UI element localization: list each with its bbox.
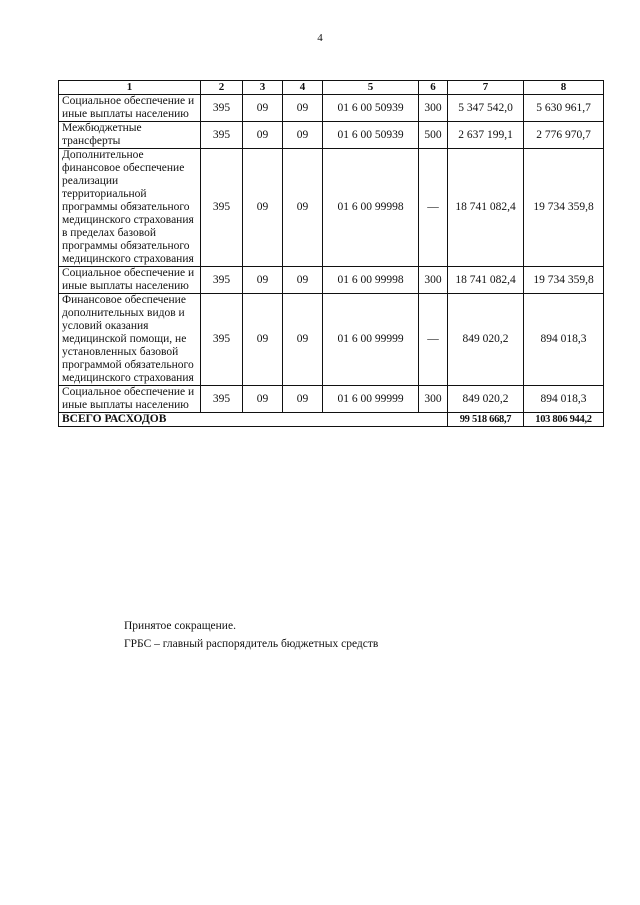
header-col-3: 3 (243, 81, 283, 95)
table-row (59, 386, 604, 413)
header-row (59, 81, 604, 95)
row-name-cell: Финансовое обеспечение дополнительных видов и условий оказания медицинской помощи, не установленных базовой программой обязательного медицинского страхования (59, 294, 201, 386)
amount-col7-cell: 2 637 199,1 (448, 122, 524, 149)
subsection-cell: 09 (283, 149, 323, 267)
target-code-cell: 01 6 00 99998 (323, 149, 419, 267)
table-row (59, 122, 604, 149)
total-col8: 103 806 944,2 (524, 413, 604, 427)
subsection-cell: 09 (283, 386, 323, 413)
row-name-cell: Межбюджетные трансферты (59, 122, 201, 149)
target-code-cell: 01 6 00 50939 (323, 122, 419, 149)
abbreviation-grbs: ГРБС – главный распорядитель бюджетных средств (124, 638, 379, 650)
amount-col7-cell: 849 020,2 (448, 294, 524, 386)
amount-col8-cell: 19 734 359,8 (524, 267, 604, 294)
expense-type-cell: 300 (419, 267, 448, 294)
row-name-cell: Социальное обеспечение и иные выплаты населению (59, 386, 201, 413)
table-row (59, 149, 604, 267)
amount-col7-cell: 18 741 082,4 (448, 149, 524, 267)
amount-col8-cell: 5 630 961,7 (524, 95, 604, 122)
row-name-cell: Социальное обеспечение и иные выплаты населению (59, 267, 201, 294)
expense-type-cell: 300 (419, 386, 448, 413)
expense-type-cell: — (419, 294, 448, 386)
total-label: ВСЕГО РАСХОДОВ (59, 413, 448, 427)
abbreviation-heading: Принятое сокращение. (124, 620, 236, 632)
grbs-cell: 395 (201, 267, 243, 294)
header-col-6: 6 (419, 81, 448, 95)
section-cell: 09 (243, 267, 283, 294)
expense-type-cell: 500 (419, 122, 448, 149)
row-name-cell: Дополнительное финансовое обеспечение реализации территориальной программы обязательного медицинского страхования в пределах базовой программы обязательного медицинского страхования (59, 149, 201, 267)
header-col-1: 1 (59, 81, 201, 95)
grbs-cell: 395 (201, 122, 243, 149)
page-number: 4 (317, 32, 323, 44)
section-cell: 09 (243, 149, 283, 267)
subsection-cell: 09 (283, 95, 323, 122)
amount-col7-cell: 849 020,2 (448, 386, 524, 413)
amount-col8-cell: 894 018,3 (524, 294, 604, 386)
target-code-cell: 01 6 00 99999 (323, 294, 419, 386)
amount-col7-cell: 18 741 082,4 (448, 267, 524, 294)
section-cell: 09 (243, 95, 283, 122)
target-code-cell: 01 6 00 99999 (323, 386, 419, 413)
section-cell: 09 (243, 386, 283, 413)
total-col7: 99 518 668,7 (448, 413, 524, 427)
grbs-cell: 395 (201, 386, 243, 413)
total-row (59, 413, 604, 427)
target-code-cell: 01 6 00 50939 (323, 95, 419, 122)
amount-col8-cell: 2 776 970,7 (524, 122, 604, 149)
amount-col8-cell: 19 734 359,8 (524, 149, 604, 267)
table-row (59, 95, 604, 122)
grbs-cell: 395 (201, 95, 243, 122)
header-col-2: 2 (201, 81, 243, 95)
expense-type-cell: 300 (419, 95, 448, 122)
header-col-8: 8 (524, 81, 604, 95)
table-row (59, 267, 604, 294)
subsection-cell: 09 (283, 122, 323, 149)
section-cell: 09 (243, 122, 283, 149)
amount-col7-cell: 5 347 542,0 (448, 95, 524, 122)
row-name-cell: Социальное обеспечение и иные выплаты населению (59, 95, 201, 122)
grbs-cell: 395 (201, 294, 243, 386)
header-col-7: 7 (448, 81, 524, 95)
budget-table (58, 80, 604, 427)
amount-col8-cell: 894 018,3 (524, 386, 604, 413)
table-row (59, 294, 604, 386)
subsection-cell: 09 (283, 294, 323, 386)
expense-type-cell: — (419, 149, 448, 267)
section-cell: 09 (243, 294, 283, 386)
header-col-5: 5 (323, 81, 419, 95)
header-col-4: 4 (283, 81, 323, 95)
target-code-cell: 01 6 00 99998 (323, 267, 419, 294)
grbs-cell: 395 (201, 149, 243, 267)
subsection-cell: 09 (283, 267, 323, 294)
